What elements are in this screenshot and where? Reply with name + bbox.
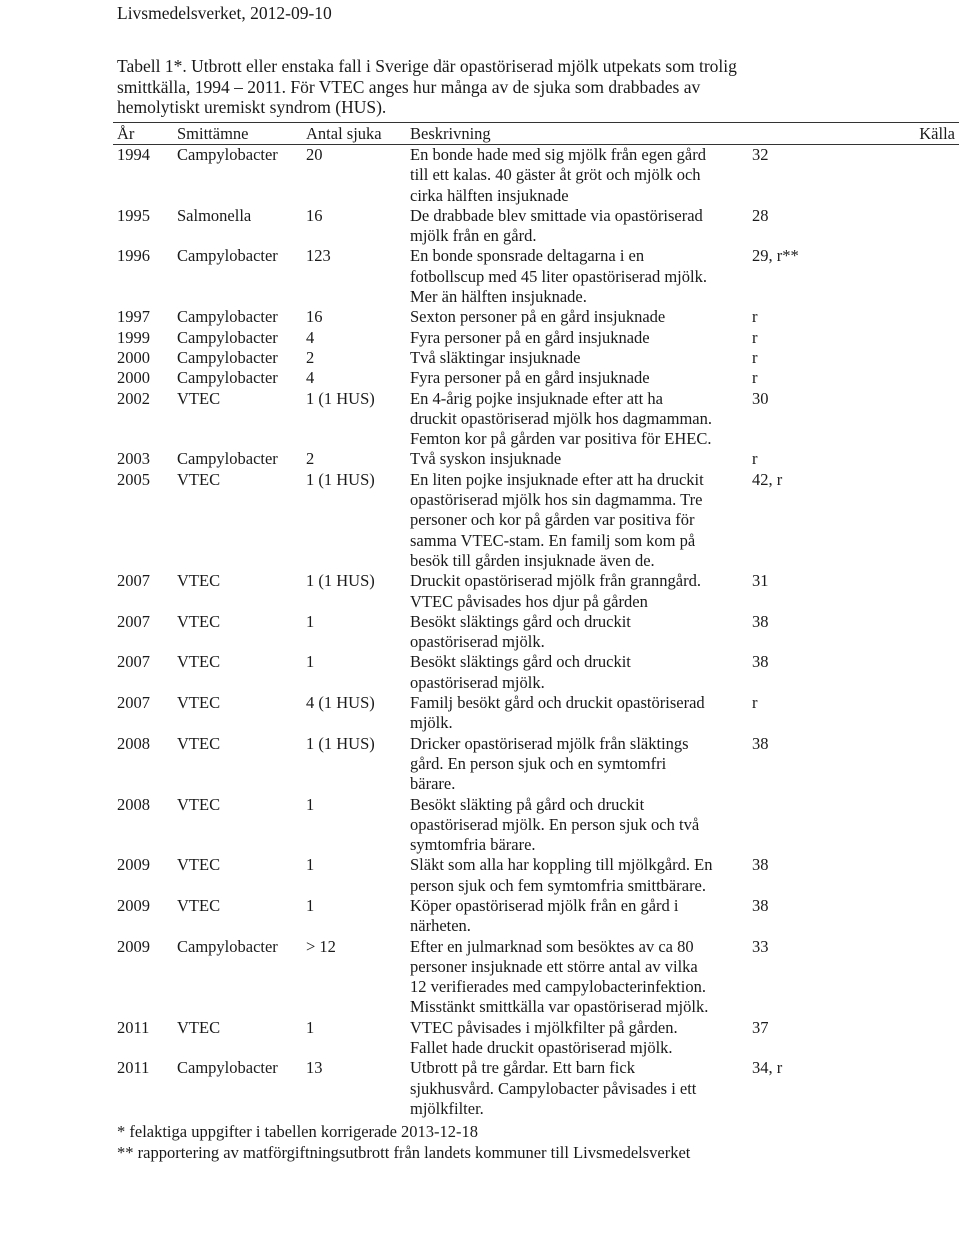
cell-description (410, 734, 752, 795)
cell-source: r (752, 347, 758, 367)
cell-year: 2009 (117, 855, 150, 875)
description-line: Två syskon insjuknade (410, 449, 562, 469)
cell-source: 37 (752, 1017, 769, 1037)
table-row (113, 307, 959, 327)
cell-description (410, 652, 752, 693)
cell-year: 2009 (117, 895, 150, 915)
table-row (113, 734, 959, 795)
cell-source: 38 (752, 895, 769, 915)
cell-source: 38 (752, 733, 769, 753)
cell-source: r (752, 327, 758, 347)
cell-description (410, 328, 752, 348)
table-row (113, 693, 959, 734)
cell-agent: Salmonella (177, 205, 252, 225)
description-line: mjölkfilter. (410, 1098, 484, 1118)
table-row (113, 1018, 959, 1059)
table-row (113, 795, 959, 856)
description-line: mjölk. (410, 713, 453, 733)
cell-source: 28 (752, 205, 769, 225)
header-description: Beskrivning (410, 124, 491, 143)
cell-description (410, 246, 752, 307)
description-line: Familj besökt gård och druckit opastöriserad (410, 693, 705, 713)
cell-description (410, 348, 752, 368)
table-row (113, 348, 959, 368)
cell-description (410, 612, 752, 653)
description-line: personer insjuknade ett större antal av vilka (410, 956, 698, 976)
description-line: Utbrott på tre gårdar. Ett barn fick (410, 1058, 635, 1078)
cell-agent: VTEC (177, 895, 221, 915)
description-line: VTEC påvisades hos djur på gården (410, 591, 648, 611)
cell-count: 2 (306, 449, 315, 469)
cell-agent: VTEC (177, 733, 221, 753)
cell-description (410, 795, 752, 856)
cell-count: 4 (306, 327, 315, 347)
table-row (113, 652, 959, 693)
cell-agent: VTEC (177, 469, 221, 489)
table-row (113, 470, 959, 571)
description-line: opastöriserad mjölk. (410, 632, 545, 652)
cell-year: 1995 (117, 205, 150, 225)
cell-count: 2 (306, 347, 315, 367)
cell-year: 2007 (117, 693, 150, 713)
cell-agent: Campylobacter (177, 936, 278, 956)
cell-year: 2009 (117, 936, 150, 956)
cell-source: 42, r (752, 469, 783, 489)
cell-description (410, 307, 752, 327)
cell-count: 1 (1 HUS) (306, 571, 375, 591)
cell-count: 4 (306, 368, 315, 388)
table-row (113, 449, 959, 469)
table-row (113, 896, 959, 937)
cell-description (410, 145, 752, 206)
cell-count: 1 (306, 611, 315, 631)
cell-year: 2008 (117, 794, 150, 814)
description-line: En bonde sponsrade deltagarna i en (410, 246, 645, 266)
cell-description (410, 206, 752, 247)
description-line: En liten pojke insjuknade efter att ha druckit (410, 469, 704, 489)
description-line: gård. En person sjuk och en symtomfri (410, 753, 667, 773)
cell-agent: VTEC (177, 1017, 221, 1037)
footnotes (117, 1122, 690, 1163)
table-row (113, 937, 959, 1018)
header-agent: Smittämne (177, 124, 249, 143)
table-row (113, 389, 959, 450)
cell-agent: VTEC (177, 652, 221, 672)
description-line: Fyra personer på en gård insjuknade (410, 368, 650, 388)
table-row (113, 1058, 959, 1119)
cell-agent: Campylobacter (177, 327, 278, 347)
description-line: Efter en julmarknad som besöktes av ca 80 (410, 936, 694, 956)
cell-source: 38 (752, 611, 769, 631)
cell-source: 32 (752, 145, 769, 164)
cell-count: 1 (306, 794, 315, 814)
description-line: mjölk från en gård. (410, 226, 537, 246)
description-line: Fallet hade druckit opastöriserad mjölk. (410, 1038, 673, 1058)
description-line: personer och kor på gården var positiva för (410, 510, 695, 530)
header-count: Antal sjuka (306, 124, 382, 143)
cell-year: 2007 (117, 611, 150, 631)
cell-source: 38 (752, 855, 769, 875)
cell-source: 31 (752, 571, 769, 591)
document-header: Livsmedelsverket, 2012-09-10 (117, 3, 332, 23)
cell-count: > 12 (306, 936, 336, 956)
description-line: opastöriserad mjölk. En person sjuk och två (410, 814, 700, 834)
cell-agent: Campylobacter (177, 347, 278, 367)
description-line: besök till gården insjuknade även de. (410, 550, 655, 570)
cell-description (410, 368, 752, 388)
cell-count: 1 (306, 855, 315, 875)
cell-agent: Campylobacter (177, 307, 278, 327)
cell-count: 123 (306, 246, 331, 266)
description-line: sjukhusvård. Campylobacter påvisades i ett (410, 1078, 697, 1098)
cell-year: 1997 (117, 307, 150, 327)
table-row (113, 206, 959, 247)
cell-agent: VTEC (177, 611, 221, 631)
description-line: symtomfria bärare. (410, 835, 536, 855)
description-line: Dricker opastöriserad mjölk från släktings (410, 733, 689, 753)
cell-description (410, 571, 752, 612)
cell-source: 33 (752, 936, 769, 956)
description-line: Misstänkt smittkälla var opastöriserad mjölk. (410, 997, 709, 1017)
cell-agent: Campylobacter (177, 368, 278, 388)
description-line: person sjuk och fem symtomfria smittbärare. (410, 875, 707, 895)
cell-year: 2000 (117, 347, 150, 367)
cell-year: 2000 (117, 368, 150, 388)
cell-count: 1 (306, 895, 315, 915)
description-line: Druckit opastöriserad mjölk från granngård. (410, 571, 701, 591)
description-line: De drabbade blev smittade via opastöriserad (410, 205, 703, 225)
description-line: Släkt som alla har koppling till mjölkgård. En (410, 855, 713, 875)
cell-count: 1 (1 HUS) (306, 469, 375, 489)
cell-source: r (752, 368, 758, 388)
cell-year: 2008 (117, 733, 150, 753)
cell-agent: Campylobacter (177, 145, 278, 164)
description-line: Fyra personer på en gård insjuknade (410, 327, 650, 347)
cell-description (410, 470, 752, 571)
description-line: VTEC påvisades i mjölkfilter på gården. (410, 1017, 678, 1037)
cell-year: 2011 (117, 1017, 150, 1037)
cell-source: r (752, 693, 758, 713)
table-row (113, 571, 959, 612)
cell-source: r (752, 307, 758, 327)
cell-year: 2011 (117, 1058, 150, 1078)
cell-count: 16 (306, 205, 323, 225)
cell-year: 1996 (117, 246, 150, 266)
cell-year: 2003 (117, 449, 150, 469)
cell-count: 20 (306, 145, 323, 164)
cell-year: 1994 (117, 145, 150, 164)
description-line: Två släktingar insjuknade (410, 347, 581, 367)
description-line: bärare. (410, 774, 456, 794)
cell-source (752, 795, 959, 856)
description-line: Mer än hälften insjuknade. (410, 287, 587, 307)
table-row (113, 145, 959, 206)
table-row (113, 246, 959, 307)
cell-description (410, 1018, 752, 1059)
footnote: * felaktiga uppgifter i tabellen korrigerade 2013-12-18 (117, 1122, 479, 1141)
cell-source: 38 (752, 652, 769, 672)
cell-year: 2007 (117, 571, 150, 591)
cell-agent: Campylobacter (177, 246, 278, 266)
cell-agent: Campylobacter (177, 1058, 278, 1078)
cell-description (410, 449, 752, 469)
table-body (113, 145, 959, 1119)
caption-line: hemolytiskt uremiskt syndrom (HUS). (117, 97, 387, 117)
description-line: Besökt släktings gård och druckit (410, 611, 631, 631)
cell-year: 2007 (117, 652, 150, 672)
description-line: cirka hälften insjuknade (410, 185, 569, 205)
caption-line: Tabell 1*. Utbrott eller enstaka fall i Sverige där opastöriserad mjölk utpekats som trolig (117, 56, 737, 76)
description-line: En bonde hade med sig mjölk från egen gård (410, 145, 706, 164)
cell-agent: VTEC (177, 693, 221, 713)
outbreak-table (113, 122, 959, 1119)
table-row (113, 612, 959, 653)
cell-agent: VTEC (177, 855, 221, 875)
description-line: opastöriserad mjölk hos sin dagmamma. Tre (410, 490, 703, 510)
description-line: fotbollscup med 45 liter opastöriserad mjölk. (410, 266, 707, 286)
description-line: Femton kor på gården var positiva för EHEC. (410, 429, 712, 449)
cell-description (410, 855, 752, 896)
description-line: Sexton personer på en gård insjuknade (410, 307, 666, 327)
table-row (113, 328, 959, 348)
caption-line: smittkälla, 1994 – 2011. För VTEC anges hur många av de sjuka som drabbades av (117, 76, 701, 97)
table-row (113, 368, 959, 388)
cell-description (410, 896, 752, 937)
cell-year: 1999 (117, 327, 150, 347)
cell-agent: Campylobacter (177, 449, 278, 469)
header-source: Källa (919, 124, 955, 143)
cell-count: 1 (1 HUS) (306, 388, 375, 408)
table-row (113, 855, 959, 896)
cell-agent: VTEC (177, 571, 221, 591)
description-line: 12 verifierades med campylobacterinfektion. (410, 977, 706, 997)
cell-count: 1 (1 HUS) (306, 733, 375, 753)
header-year: År (117, 124, 135, 143)
description-line: druckit opastöriserad mjölk hos dagmamman. (410, 408, 712, 428)
cell-description (410, 937, 752, 1018)
description-line: En 4-årig pojke insjuknade efter att ha (410, 388, 663, 408)
description-line: opastöriserad mjölk. (410, 672, 545, 692)
description-line: Besökt släkting på gård och druckit (410, 794, 645, 814)
description-line: samma VTEC-stam. En familj som kom på (410, 530, 696, 550)
description-line: Köper opastöriserad mjölk från en gård i (410, 895, 679, 915)
table-caption (117, 56, 817, 118)
cell-count: 1 (306, 652, 315, 672)
cell-count: 1 (306, 1017, 315, 1037)
description-line: Besökt släktings gård och druckit (410, 652, 631, 672)
cell-count: 16 (306, 307, 323, 327)
table-header-row (113, 123, 959, 144)
cell-description (410, 389, 752, 450)
footnote: ** rapportering av matförgiftningsutbrott från landets kommuner till Livsmedelsverket (117, 1142, 691, 1162)
cell-source: 30 (752, 388, 769, 408)
description-line: närheten. (410, 916, 471, 936)
cell-source: 29, r** (752, 246, 799, 266)
cell-year: 2002 (117, 388, 150, 408)
cell-count: 13 (306, 1058, 323, 1078)
cell-description (410, 693, 752, 734)
cell-description (410, 1058, 752, 1119)
cell-source: 34, r (752, 1058, 783, 1078)
cell-agent: VTEC (177, 388, 221, 408)
cell-source: r (752, 449, 758, 469)
description-line: till ett kalas. 40 gäster åt gröt och mjölk och (410, 165, 701, 185)
cell-year: 2005 (117, 469, 150, 489)
cell-count: 4 (1 HUS) (306, 693, 375, 713)
cell-agent: VTEC (177, 794, 221, 814)
